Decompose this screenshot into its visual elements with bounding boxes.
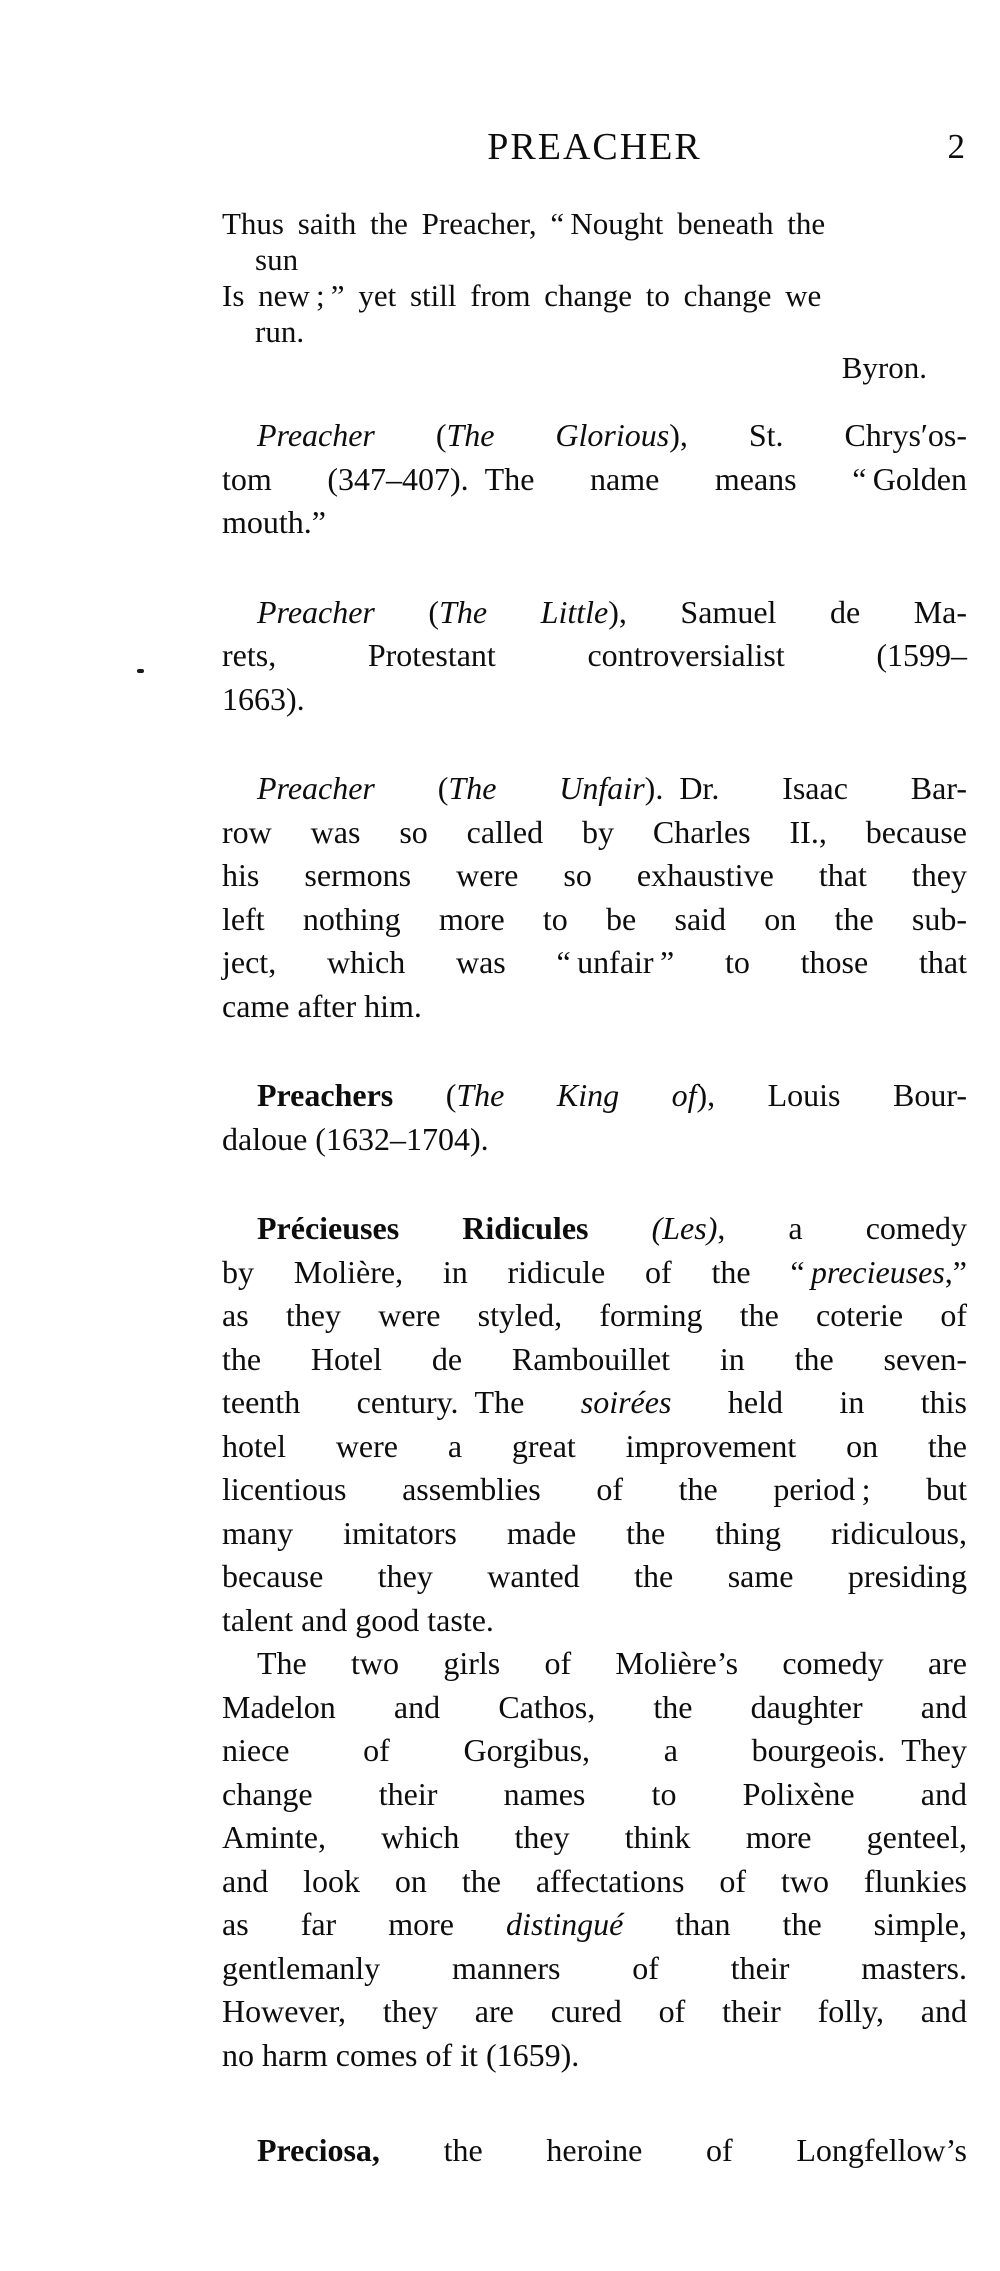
text-segment: precieuses	[810, 1253, 945, 1290]
text-segment: Preacher	[257, 593, 375, 630]
text-segment: Preacher	[257, 770, 375, 806]
entry-line	[222, 1512, 967, 1556]
entry-line	[222, 1381, 967, 1425]
text-segment: ), Samuel de Ma-	[608, 593, 968, 630]
quote-line: run.	[255, 314, 305, 349]
text-segment: 1663).	[222, 680, 305, 717]
text-segment: row was so called by Charles II., because	[222, 813, 967, 850]
text-segment: because they wanted the same presiding	[222, 1558, 967, 1594]
text-segment: The Unfair	[448, 770, 645, 806]
entry-line	[222, 1947, 967, 1991]
text-segment: Madelon and Cathos, the daughter and	[222, 1688, 967, 1725]
text-segment: niece of Gorgibus, a bourgeois. They	[222, 1732, 967, 1768]
text-segment: many imitators made the thing ridiculous,	[222, 1514, 967, 1551]
text-segment: The two girls of Molière’s comedy are	[257, 1645, 967, 1681]
text-segment: Preacher	[257, 417, 375, 453]
entries	[222, 414, 967, 2173]
entry-line	[222, 634, 967, 678]
text-segment: The Little	[439, 593, 609, 630]
text-segment: gentlemanly manners of their masters.	[222, 1949, 967, 1986]
text-segment: , a comedy	[717, 1210, 968, 1246]
text-segment: mouth.”	[222, 504, 326, 540]
text-segment: as they were styled, forming the coterie of	[222, 1297, 967, 1333]
text-segment: hotel were a great improvement on the	[222, 1427, 967, 1464]
entry-line	[222, 1990, 967, 2034]
entry-preacher-the-little	[222, 591, 967, 722]
text-segment: Preachers	[257, 1077, 394, 1113]
text-segment: (	[374, 417, 447, 453]
entry-line	[222, 1860, 967, 1904]
text-segment: the Hotel de Rambouillet in the seven-	[222, 1340, 967, 1377]
entry-preachers-the-king-of	[222, 1074, 967, 1161]
entry-line	[222, 1816, 967, 1860]
text-segment: change their names to Polixène and	[222, 1775, 967, 1812]
text-segment: rets, Protestant controversialist (1599–	[222, 637, 967, 673]
text-segment: Précieuses Ridicules	[257, 1210, 589, 1246]
entry-preacher-the-glorious	[222, 414, 967, 545]
text-segment: (	[393, 1077, 457, 1113]
scan-artifact	[137, 669, 144, 673]
text-segment: (Les)	[651, 1210, 718, 1246]
text-segment: soirées	[580, 1384, 672, 1420]
epigraph-quote	[222, 206, 967, 386]
entry-line	[222, 1468, 967, 1512]
quote-lines	[222, 206, 967, 350]
text-segment: teenth century. The	[222, 1384, 581, 1420]
entry-line	[222, 458, 967, 502]
text-segment: his sermons were so exhaustive that they	[222, 857, 967, 893]
text-segment: ), St. Chrys′os-	[669, 417, 968, 453]
text-segment: than the simple,	[623, 1906, 968, 1942]
entry-line	[222, 414, 967, 458]
page-title: PREACHER	[487, 126, 702, 168]
text-segment: Preciosa,	[257, 2132, 380, 2168]
entry-line	[222, 1599, 967, 1643]
quote-attribution: Byron.	[841, 350, 927, 385]
text-segment: ,”	[944, 1253, 967, 1290]
text-segment: no harm comes of it (1659).	[222, 2036, 580, 2073]
entry-line	[222, 1294, 967, 1338]
text-segment: The Glorious	[446, 417, 670, 453]
entry-line	[222, 1074, 967, 1118]
text-segment: However, they are cured of their folly, and	[222, 1993, 967, 2029]
entry-line	[222, 1903, 967, 1947]
text-segment: came after him.	[222, 987, 422, 1024]
entry-line	[222, 1555, 967, 1599]
entry-line	[222, 2129, 967, 2173]
entry-line	[222, 1207, 967, 1251]
entry-line	[222, 854, 967, 898]
entry-line	[222, 811, 967, 855]
paragraph	[222, 414, 967, 545]
entry-line	[222, 898, 967, 942]
text-segment: (	[374, 770, 449, 806]
entry-line	[222, 1251, 967, 1295]
text-segment: ject, which was “ unfair ” to those that	[222, 944, 967, 980]
text-segment: talent and good taste.	[222, 1601, 494, 1638]
paragraph	[222, 2129, 967, 2173]
running-header	[222, 124, 967, 170]
text-segment: tom (347–407). The name means “ Golden	[222, 460, 967, 497]
entry-line	[222, 1425, 967, 1469]
text-segment: by Molière, in ridicule of the “	[222, 1253, 811, 1290]
quote-line: sun	[255, 242, 299, 277]
entry-precieuses-ridicules	[222, 1207, 967, 2077]
text-segment: (	[374, 593, 440, 630]
text-segment: as far more	[222, 1906, 507, 1942]
paragraph	[222, 1642, 967, 2077]
entry-line	[222, 1642, 967, 1686]
quote-line: Thus saith the Preacher, “ Nought beneath the	[222, 206, 826, 241]
text-segment: Aminte, which they think more genteel,	[222, 1819, 967, 1855]
entry-preciosa	[222, 2129, 967, 2173]
text-segment: daloue (1632–1704).	[222, 1120, 489, 1157]
entry-preacher-the-unfair	[222, 767, 967, 1028]
entry-line	[222, 941, 967, 985]
text-segment: The King of	[456, 1077, 697, 1113]
entry-line	[222, 591, 967, 635]
text-segment: held in this	[671, 1384, 968, 1420]
entry-line	[222, 1686, 967, 1730]
entry-line	[222, 1338, 967, 1382]
entry-line	[222, 1118, 967, 1162]
text-segment: left nothing more to be said on the sub-	[222, 900, 967, 937]
page-number: 2	[947, 127, 965, 166]
entry-line	[222, 985, 967, 1029]
text-segment: licentious assemblies of the period ; but	[222, 1471, 967, 1507]
paragraph	[222, 591, 967, 722]
paragraph	[222, 767, 967, 1028]
paragraph	[222, 1074, 967, 1161]
text-segment: ). Dr. Isaac Bar-	[644, 770, 968, 806]
text-segment: the heroine of Longfellow’s	[379, 2132, 967, 2168]
text-segment: ), Louis Bour-	[696, 1077, 967, 1113]
text-segment: and look on the affectations of two flunkies	[222, 1862, 967, 1899]
entry-line	[222, 1773, 967, 1817]
entry-line	[222, 2034, 967, 2078]
paragraph	[222, 1207, 967, 1642]
quote-line: Is new ; ” yet still from change to change we	[222, 278, 822, 313]
entry-line	[222, 1729, 967, 1773]
text-column	[222, 0, 967, 2173]
entry-line	[222, 767, 967, 811]
text-segment	[588, 1210, 651, 1246]
text-segment: distingué	[506, 1906, 624, 1942]
entry-line	[222, 678, 967, 722]
entry-line	[222, 501, 967, 545]
